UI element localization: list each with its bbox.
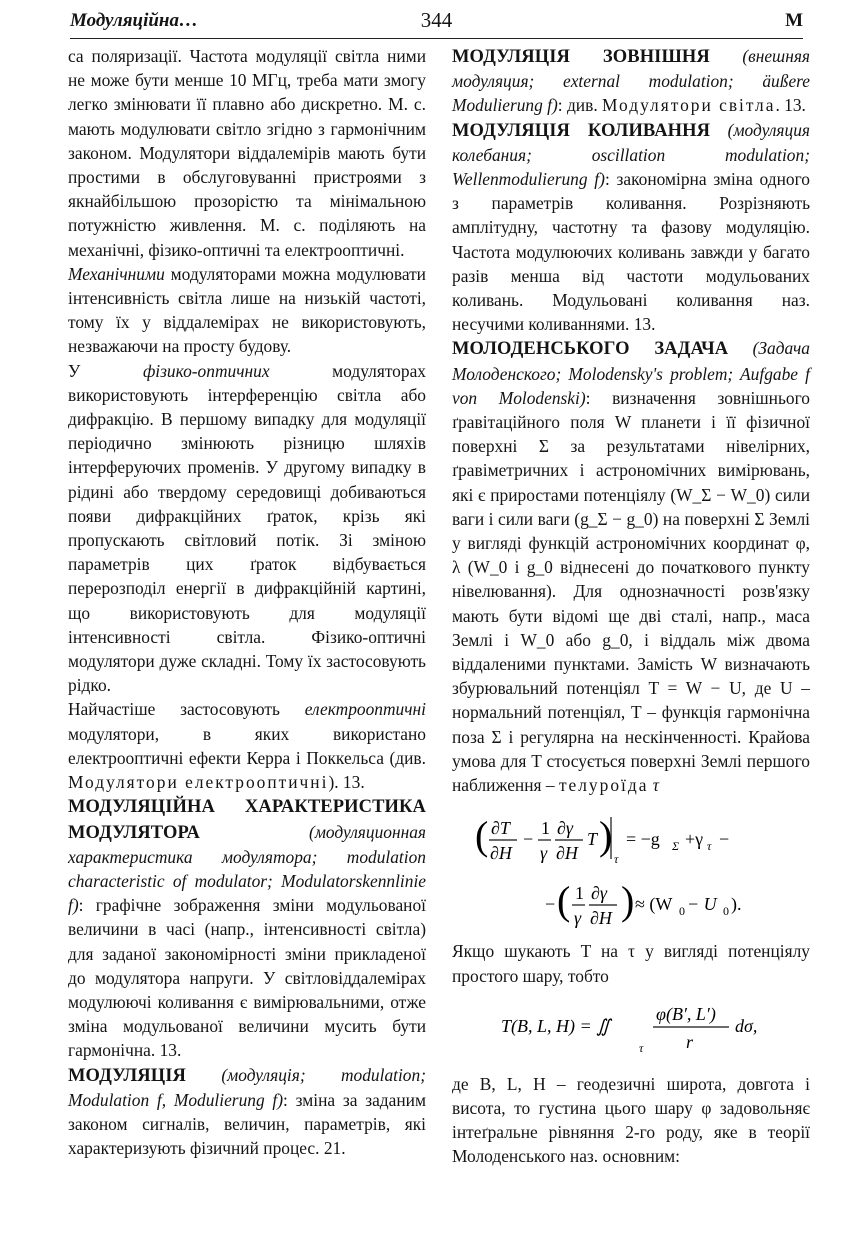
page-header	[70, 6, 803, 39]
entry-headword: МОДУЛЯЦІЯ	[68, 1065, 187, 1086]
cross-reference: телуроїда	[558, 775, 649, 796]
entry-definition: : визначення зовнішнього ґравітаційного поля W планети і її фізичної поверхні Σ за результатами нівелірних, ґравіметричних і астрономічних вимірювань, які є приростами потенціялу (W_Σ − W_0) сили ваги і сили ваги (g_Σ − g_0) на поверхні Σ Землі у вигляді функцій астрономічних координат φ, λ (W_0 і g_0 віднесені до початкового пункту нівелювання). Для однозначності розв'язку мають бути відомі ще дві сталі, напр., маса Землі і W_0 або g_0, і віддаль між двома віддаленими пунктами. Замість W визначають збурювальний потенціял T = W − U, де U – нормальний потенціял, T – функція гармонічна поза Σ і регулярна на нескінченності. Крайова умова для T стосується поверхні Землі першого наближення –	[452, 387, 810, 796]
paragraph-single-layer: Якщо шукають T на τ у вигляді потенціялу простого шару, тобто	[452, 941, 810, 986]
boundary-condition-formula	[452, 807, 810, 929]
paragraph-text: У	[68, 360, 143, 381]
paragraph-physico-optical	[68, 359, 426, 698]
entry-definition: : закономірна зміна одного з параметрів коливання. Розрізняють амплітудну, частотну та фазову модуляцію. Частота модулюючих коливань завжди у багато разів менша від частоти модульованих коливань. Модульовані коливання наз. несучими коливаннями. 13.	[452, 169, 810, 335]
rhs: − U	[687, 894, 717, 915]
frac-den: r	[686, 1031, 694, 1052]
left-column	[68, 44, 426, 1160]
entry-headword: МОДУЛЯЦІЙНА ХАРАКТЕРИСТИКА МОДУЛЯТОРА	[68, 797, 426, 843]
cross-reference: Модулятори світла	[602, 95, 776, 116]
paragraph-text: модуляторах використовують інтерференцію світла або дифракцію. В першому випадку для модуляції періодично змінюють різницю шляхів інтерферуючих променів. У другому випадку в рідині або твердому середовищі добиваються появи дифракційних ґраток, крізь які пропускають світловий потік. Зі зміною параметрів цих ґраток відбувається перерозподіл енергії в дифракційній картині, що використовують для модуляції інтенсивності світла. Фізико-оптичні модулятори дуже складні. Тому їх застосовують рідко.	[68, 360, 426, 696]
entry-headword: МОЛОДЕНСЬКОГО ЗАДАЧА	[452, 339, 729, 360]
entry-oscillation-modulation	[452, 118, 810, 337]
frac-den: ∂H	[590, 908, 612, 929]
minus-sign: −	[719, 829, 730, 850]
formula-lhs: T(B, L, H) = ∬	[501, 1015, 611, 1036]
single-layer-formula	[452, 998, 810, 1062]
paragraph-text: модулятори, в яких використано електрооптичні ефекти Керра і Поккельса (див.	[68, 723, 426, 768]
entry-modulation	[68, 1063, 426, 1161]
entry-translations: (Задача Молоденского; Molodensky's problem; Aufgabe f von Molodenski)	[452, 338, 810, 408]
subscript: Σ	[672, 839, 680, 854]
entry-headword: МОДУЛЯЦІЯ КОЛИВАННЯ	[452, 120, 711, 141]
frac-den: ∂H	[556, 843, 578, 864]
frac-den: γ	[540, 843, 548, 864]
paragraph-mechanical	[68, 262, 426, 359]
italic-term: Механічними	[68, 263, 165, 284]
running-title: Модуляційна…	[70, 10, 198, 31]
cross-reference: Модулятори електрооптичні	[68, 772, 329, 793]
right-paren: )	[621, 878, 635, 924]
frac-num: ∂γ	[557, 818, 573, 839]
frac-num: 1	[541, 818, 550, 839]
formula-svg	[461, 807, 801, 929]
italic-term: фізико-оптичних	[142, 360, 270, 381]
entry-translations: (модуляція; modulation; Modulation f, Modulierung f)	[68, 1064, 426, 1110]
entry-translations: (внешняя модуляция; external modulation; äußere Modulierung f)	[452, 46, 810, 116]
formula-svg	[481, 998, 781, 1062]
entry-headword: МОДУЛЯЦІЯ ЗОВНІШНЯ	[452, 47, 710, 67]
paragraph-continuation: са поляризації. Частота модуляції світла ними не може бути менше 10 МГц, треба мати змогу легко змінювати її плавно або дискретно. М. с. мають модулювати світло згідно з гармонічним законом. Модулятори віддалемірів мають бути простими в обслуговуванні пристроями з якнайбільшою прозорістю та мінімальною потужністю живлення. М. с. поділяють на механічні, фізико-оптичні та електрооптичні.	[68, 46, 426, 260]
paragraph-text: модуляторами можна модулювати інтенсивність світла лише на низькій частоті, тому їх у віддалемірах не використовують, незважаючи на просту будову.	[68, 263, 426, 357]
entry-modulation-characteristic	[68, 794, 426, 1062]
frac-num: ∂γ	[591, 883, 607, 904]
entry-definition: : зміна за заданим законом сигналів, величин, параметрів, які характеризують фізичний процес. 21.	[68, 1089, 426, 1159]
paragraph-integral-equation: де B, L, H – геодезичні широта, довгота і висота, то густина цього шару φ задовольняє інтеґральне рівняння 2-го роду, яке в теорії Молоденського наз. основним:	[452, 1073, 810, 1167]
frac-den: ∂H	[490, 843, 512, 864]
left-paren: (	[475, 813, 489, 859]
paragraph-text: ). 13.	[328, 772, 365, 793]
paragraph-text: Найчастіше застосовують	[68, 699, 305, 720]
rhs: ≈ (W	[635, 894, 673, 915]
subscript: τ	[707, 839, 712, 854]
frac-den: γ	[574, 908, 582, 929]
paragraph-electro-optical	[68, 697, 426, 794]
right-paren: )	[599, 813, 613, 859]
frac-num: ∂T	[491, 818, 510, 839]
entry-definition: : графічне зображення зміни модульованої величини в часі (напр., інтенсивності світла) для заданої закономірності зміни прикладеної до модулятора напруги. У світловіддалемірах модулюючі коливання є вимірювальними, отже зміна модульованої величини мусить бути гармонічна. 13.	[68, 895, 426, 1061]
minus-sign: −	[523, 829, 534, 850]
section-letter: М	[785, 10, 803, 31]
entry-definition: . 13.	[775, 95, 806, 116]
subscript: τ	[639, 1040, 644, 1055]
subscript: τ	[614, 852, 619, 867]
entry-translations: (модуляционная характеристика модулятора; modulation characteristic of modulator; Modulatorskennlinie f)	[68, 821, 426, 916]
entry-molodensky-problem	[452, 336, 810, 797]
subscript: 0	[723, 904, 729, 919]
rhs: +γ	[685, 829, 704, 850]
right-column	[452, 44, 810, 1169]
rhs: = −g	[626, 829, 660, 850]
frac-num: 1	[575, 883, 584, 904]
math-symbol: τ	[648, 775, 659, 796]
formula-tail: dσ,	[735, 1015, 758, 1036]
subscript: 0	[679, 904, 685, 919]
frac-num: φ(B′, L′)	[656, 1003, 716, 1024]
minus-sign: −	[545, 894, 556, 915]
entry-translations: (модуляция колебания; oscillation modulation; Wellenmodulierung f)	[452, 119, 810, 190]
page-number: 344	[420, 8, 453, 32]
rhs: ).	[731, 894, 742, 915]
entry-external-modulation	[452, 44, 810, 118]
left-paren: (	[557, 878, 571, 924]
entry-definition: : див.	[557, 95, 603, 116]
variable-T: T	[587, 829, 598, 850]
italic-term: електрооптичні	[304, 699, 426, 720]
